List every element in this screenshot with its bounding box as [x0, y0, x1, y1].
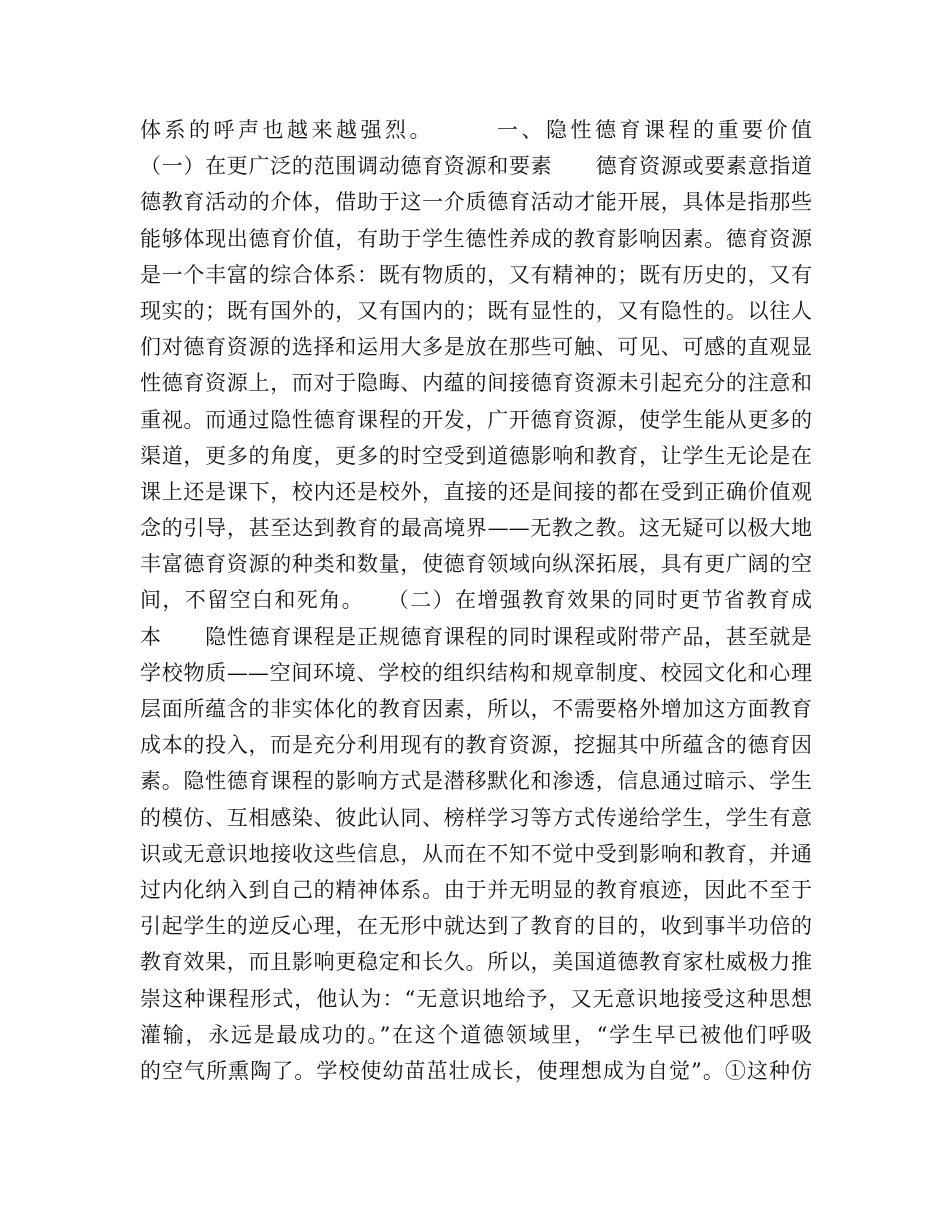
- text-line: 的模仿、互相感染、彼此认同、榜样学习等方式传递给学生，学生有意: [140, 805, 812, 830]
- text-line: 崇这种课程形式，他认为：“无意识地给予，又无意识地接受这种思想: [140, 986, 812, 1011]
- text-line: 的空气所熏陶了。学校使幼苗茁壮成长，使理想成为自觉”。①这种仿: [140, 1058, 812, 1083]
- text-line: 体系的呼声也越来越强烈。 一、隐性德育课程的重要价值: [140, 118, 812, 142]
- text-line: 过内化纳入到自己的精神体系。由于并无明显的教育痕迹，因此不至于: [140, 877, 812, 902]
- text-line: 灌输，永远是最成功的。”在这个道德领域里，“学生早已被他们呼吸: [140, 1022, 812, 1047]
- text-line: 丰富德育资源的种类和数量，使德育领域向纵深拓展，具有更广阔的空: [140, 552, 812, 577]
- text-line: 课上还是课下，校内还是校外，直接的还是间接的都在受到正确价值观: [140, 479, 812, 504]
- text-line: 层面所蕴含的非实体化的教育因素，所以，不需要格外增加这方面教育: [140, 697, 812, 721]
- text-line: 是一个丰富的综合体系：既有物质的，又有精神的；既有历史的，又有: [140, 262, 812, 287]
- text-line: 学校物质——空间环境、学校的组织结构和规章制度、校园文化和心理: [140, 660, 812, 685]
- text-line: 能够体现出德育价值，有助于学生德性养成的教育影响因素。德育资源: [140, 226, 812, 251]
- text-line: 间，不留空白和死角。 （二）在增强教育效果的同时更节省教育成: [140, 588, 812, 613]
- text-line: 们对德育资源的选择和运用大多是放在那些可触、可见、可感的直观显: [140, 335, 812, 360]
- text-line: 教育效果，而且影响更稳定和长久。所以，美国道德教育家杜威极力推: [140, 950, 812, 975]
- text-line: （一）在更广泛的范围调动德育资源和要素 德育资源或要素意指道: [140, 154, 812, 179]
- text-line: 素。隐性德育课程的影响方式是潜移默化和渗透，信息通过暗示、学生: [140, 769, 812, 794]
- text-line: 德教育活动的介体，借助于这一介质德育活动才能开展，具体是指那些: [140, 190, 812, 215]
- text-line: 成本的投入，而是充分利用现有的教育资源，挖掘其中所蕴含的德育因: [140, 733, 812, 758]
- text-line: 重视。而通过隐性德育课程的开发，广开德育资源，使学生能从更多的: [140, 407, 812, 432]
- text-line: 念的引导，甚至达到教育的最高境界——无教之教。这无疑可以极大地: [140, 516, 812, 541]
- text-line: 引起学生的逆反心理，在无形中就达到了教育的目的，收到事半功倍的: [140, 914, 812, 939]
- text-line: 现实的；既有国外的，又有国内的；既有显性的，又有隐性的。以往人: [140, 298, 812, 323]
- text-line: 识或无意识地接收这些信息，从而在不知不觉中受到影响和教育，并通: [140, 841, 812, 866]
- document-body-text: [140, 112, 812, 1089]
- text-line: 渠道，更多的角度，更多的时空受到道德影响和教育，让学生无论是在: [140, 443, 812, 468]
- text-line: 性德育资源上，而对于隐晦、内蕴的间接德育资源未引起充分的注意和: [140, 371, 812, 396]
- text-line: 本 隐性德育课程是正规德育课程的同时课程或附带产品，甚至就是: [140, 624, 812, 649]
